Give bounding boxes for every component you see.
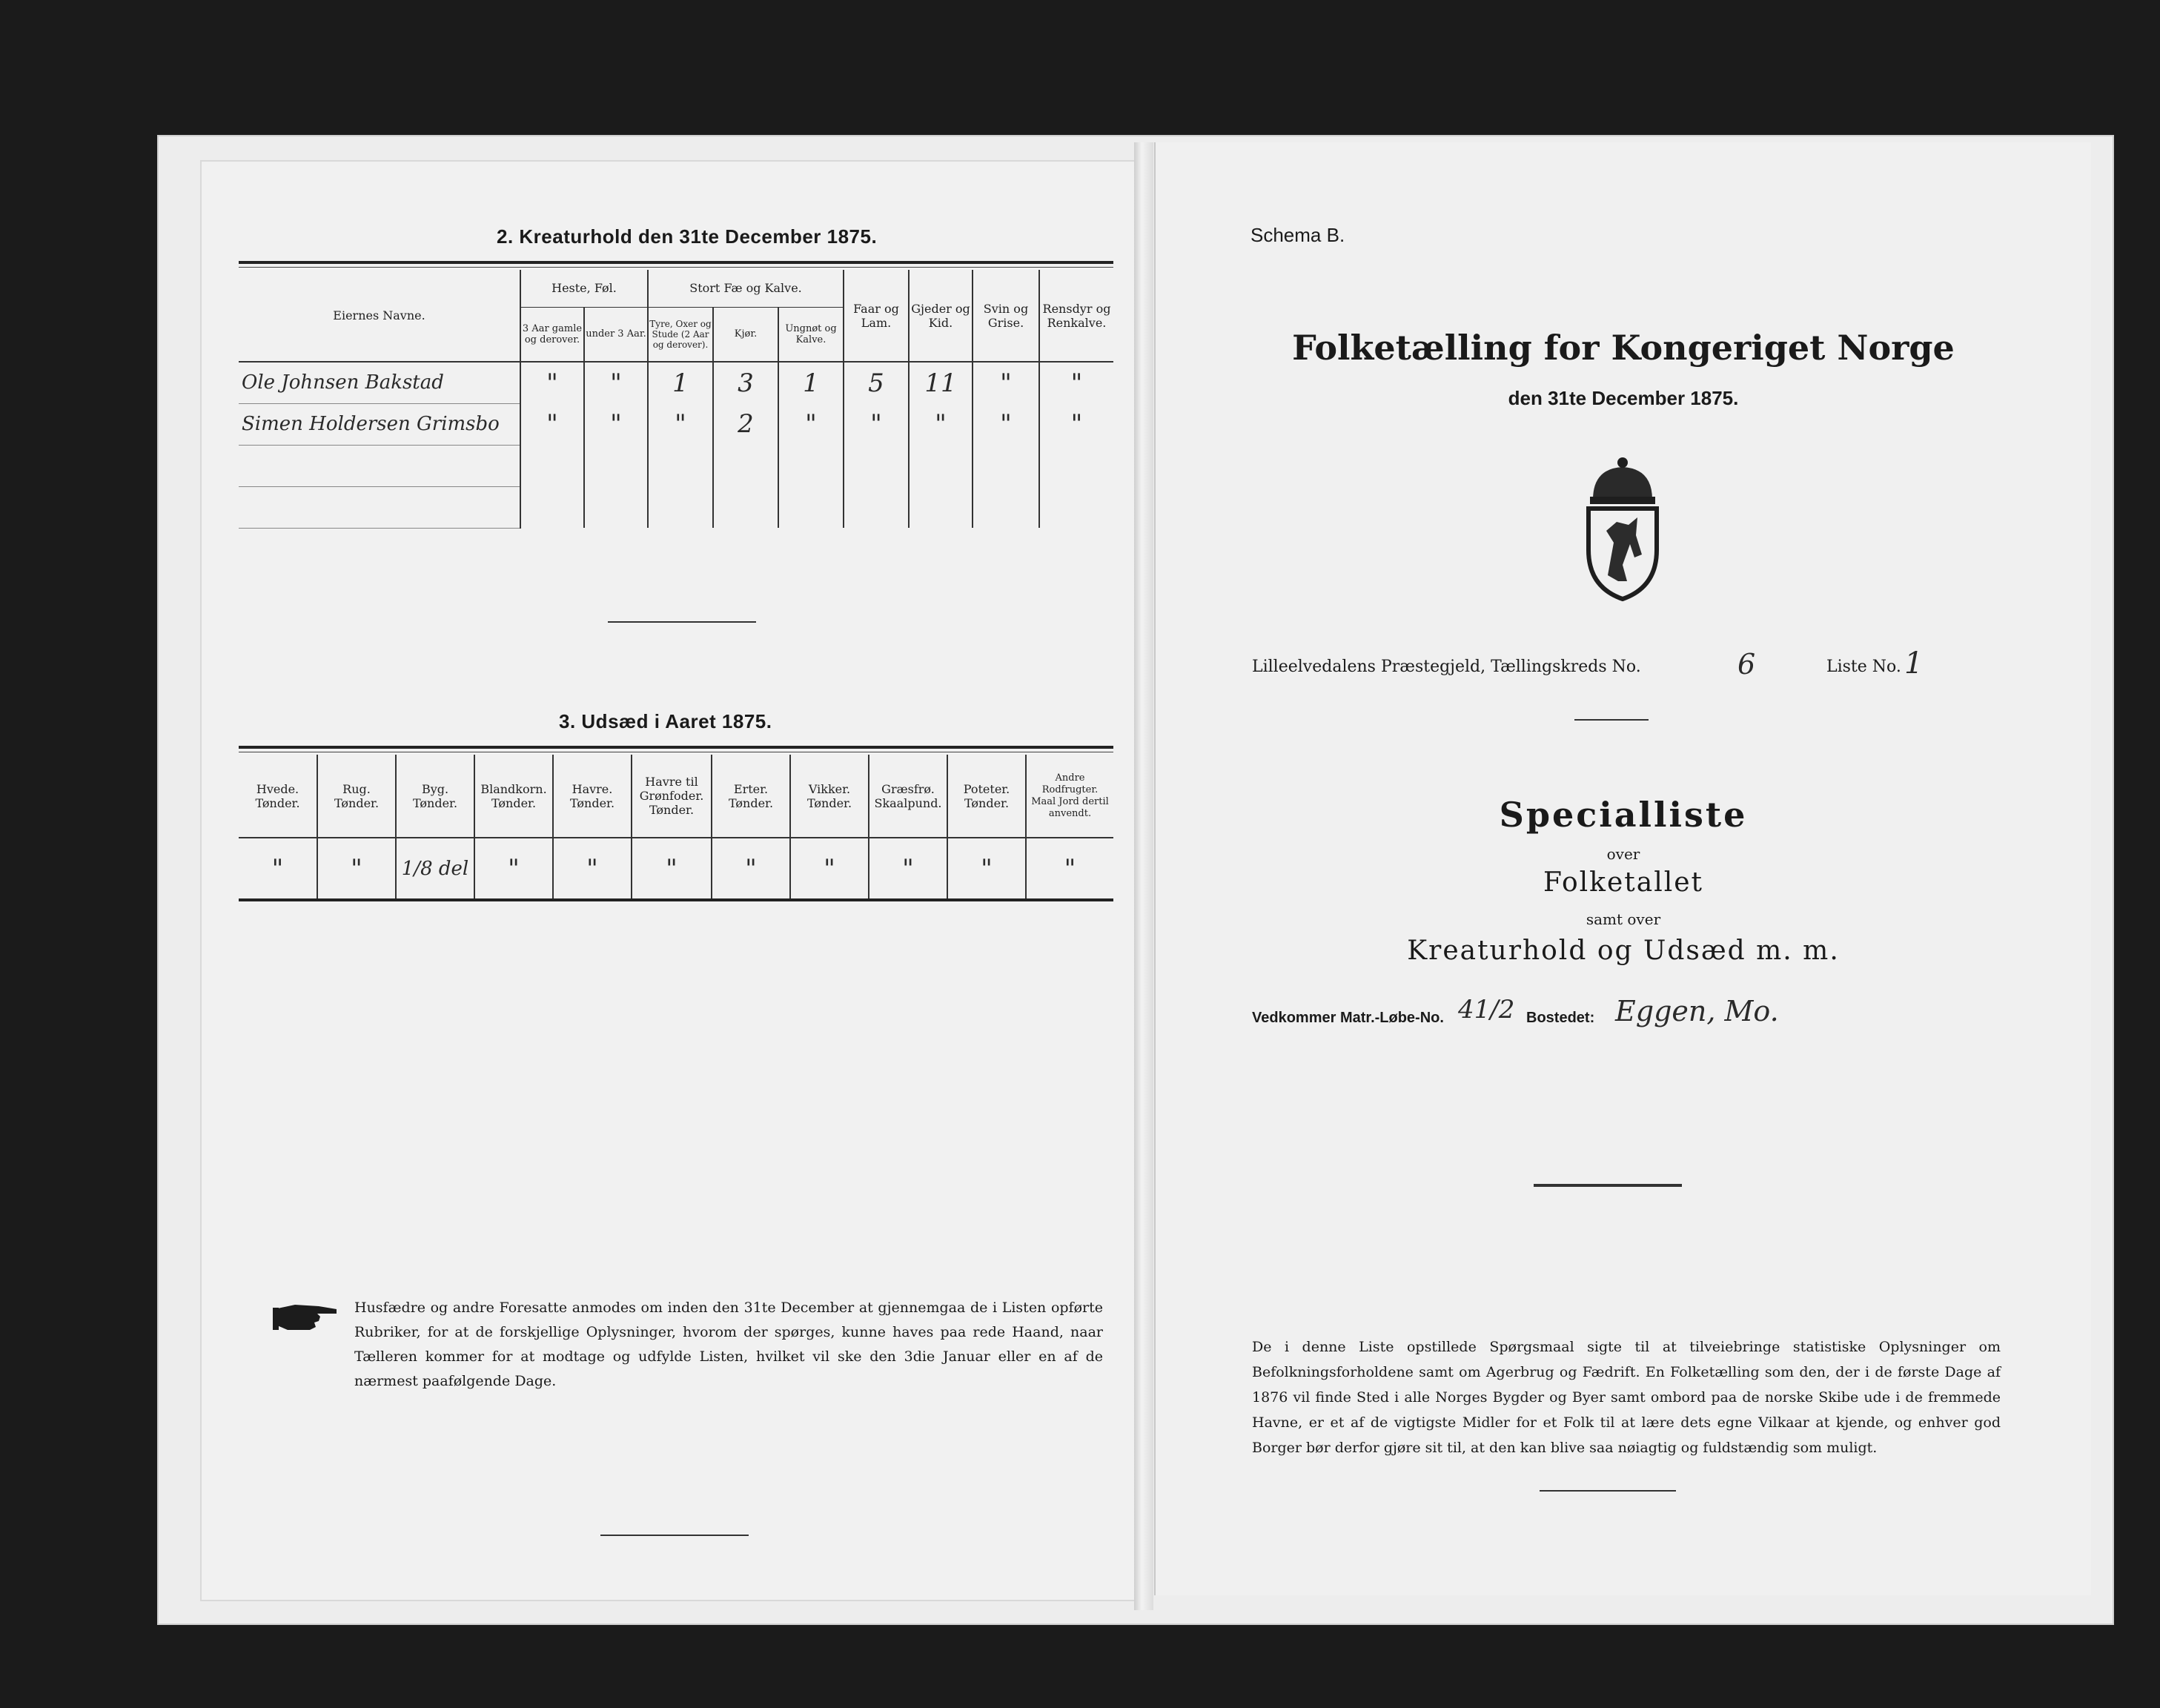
cows-header: Kjør. [713, 307, 778, 362]
bosted-value: Eggen, Mo. [1615, 995, 1779, 1027]
matr-label: Vedkommer Matr.-Løbe-No. [1252, 1010, 1444, 1026]
bulls-cell: 1 [648, 362, 713, 403]
bulls-cell: " [648, 403, 713, 445]
seed-value: " [553, 838, 632, 900]
divider-line [608, 621, 756, 623]
seed-value: " [632, 838, 712, 900]
horses-young-cell: " [584, 362, 648, 403]
seed-col-rug: Rug. Tønder. [317, 755, 396, 838]
owner-header: Eiernes Navne. [239, 270, 520, 362]
census-date: den 31te December 1875. [1508, 387, 1739, 409]
livestock-top-rule [239, 261, 1113, 264]
cattle-group-header: Stort Fæ og Kalve. [648, 270, 844, 307]
samt-over-text: samt over [1586, 910, 1661, 928]
over-text: over [1606, 845, 1640, 863]
livestock-top-rule-2 [239, 267, 1113, 268]
seed-col-graesfro: Græsfrø. Skaalpund. [869, 755, 947, 838]
seed-col-byg: Byg. Tønder. [396, 755, 474, 838]
cows-cell: 3 [713, 362, 778, 403]
sheep-header: Faar og Lam. [844, 270, 909, 362]
schema-label: Schema B. [1250, 224, 1345, 246]
pointing-hand-icon [273, 1299, 339, 1334]
pigs-header: Svin og Grise. [973, 270, 1039, 362]
table-row [239, 362, 1113, 403]
calves-cell: " [778, 403, 844, 445]
horses-group-header: Heste, Føl. [520, 270, 648, 307]
seed-value: " [790, 838, 869, 900]
horses-young-cell: " [584, 403, 648, 445]
kreaturhold-heading: Kreaturhold og Udsæd m. m. [1407, 936, 1840, 966]
seed-value: " [1026, 838, 1113, 900]
document-sheet [157, 135, 2114, 1625]
horses-young-header: under 3 Aar. [584, 307, 648, 362]
matr-value: 41/2 [1458, 995, 1515, 1025]
book-gutter [1134, 142, 1153, 1610]
seed-value: " [869, 838, 947, 900]
owner-cell: Simen Holdersen Grimsbo [239, 403, 520, 445]
seed-value: " [317, 838, 396, 900]
table-row [239, 445, 1113, 486]
parish-label: Lilleelvedalens Præstegjeld, Tællingskreds No. [1252, 658, 1641, 676]
seed-col-vikker: Vikker. Tønder. [790, 755, 869, 838]
parish-number: 6 [1737, 648, 1756, 681]
specialliste-heading: Specialliste [1499, 795, 1748, 835]
bottom-divider-line [600, 1535, 749, 1536]
seed-col-erter: Erter. Tønder. [712, 755, 790, 838]
sheep-cell: 5 [844, 362, 909, 403]
pigs-cell: " [973, 362, 1039, 403]
owner-cell: Ole Johnsen Bakstad [239, 362, 520, 403]
seed-col-havre: Havre. Tønder. [553, 755, 632, 838]
seed-top-rule [239, 746, 1113, 749]
seed-col-poteter: Poteter. Tønder. [947, 755, 1026, 838]
seed-title: 3. Udsæd i Aaret 1875. [559, 710, 772, 732]
seed-value: " [474, 838, 553, 900]
table-row [239, 486, 1113, 528]
list-number: 1 [1904, 646, 1924, 681]
seed-col-hvede: Hvede. Tønder. [239, 755, 317, 838]
goats-cell: " [909, 403, 973, 445]
list-label: Liste No. [1826, 658, 1901, 676]
horses-old-cell: " [520, 362, 584, 403]
calves-header: Ungnøt og Kalve. [778, 307, 844, 362]
seed-value: " [239, 838, 317, 900]
right-page [1154, 142, 2091, 1595]
footer-text: De i denne Liste opstillede Spørgsmaal sigte til at tilveiebringe statistiske Oplysninger om Befolkningsforholdene samt om Agerbrug og Fædrift. En Folketælling som den, der i de første Dage af 1876 vil finde Sted i alle Norges Bygder og Byer samt ombord paa de norske Skibe ude i de fremmede Havne, er et af de vigtigste Midler for et Folk til at lære dets egne Vilkaar at kjende, og enhver god Borger bør derfor gjøre sit til, at den kan blive saa nøiagtig og fuldstændig som muligt. [1252, 1339, 2001, 1456]
folketallet-heading: Folketallet [1543, 867, 1704, 898]
divider-line [1534, 1184, 1682, 1187]
goats-cell: 11 [909, 362, 973, 403]
left-page [200, 160, 1136, 1601]
seed-table [239, 755, 1113, 901]
table-row [239, 403, 1113, 445]
seed-col-havre-gronfoder: Havre til Grønfoder. Tønder. [632, 755, 712, 838]
divider-line [1574, 719, 1649, 721]
pigs-cell: " [973, 403, 1039, 445]
seed-value: 1/8 del [396, 838, 474, 900]
livestock-title: 2. Kreaturhold den 31te December 1875. [497, 225, 878, 248]
sheep-cell: " [844, 403, 909, 445]
bottom-divider-line [1540, 1490, 1676, 1492]
table-row [239, 838, 1113, 900]
main-title: Folketælling for Kongeriget Norge [1292, 328, 1955, 368]
horses-old-cell: " [520, 403, 584, 445]
notice-text: Husfædre og andre Foresatte anmodes om inden den 31te December at gjennemgaa de i Listen opførte Rubriker, for at de forskjellige Oplysninger, hvorom der spørges, kunne haves paa rede Haand, naar Tælleren kommer for at modtage og udfylde Listen, hvilket vil ske den 3die Januar eller en af de nærmest paafølgende Dage. [354, 1300, 1103, 1389]
horses-old-header: 3 Aar gamle og derover. [520, 307, 584, 362]
seed-value: " [947, 838, 1026, 900]
coat-of-arms-icon [1571, 454, 1674, 602]
reindeer-cell: " [1039, 403, 1113, 445]
seed-col-rodfrugter: Andre Rodfrugter. Maal Jord dertil anvendt. [1026, 755, 1113, 838]
bosted-label: Bostedet: [1526, 1010, 1595, 1026]
seed-col-blandkorn: Blandkorn. Tønder. [474, 755, 553, 838]
livestock-table [239, 270, 1113, 529]
cows-cell: 2 [713, 403, 778, 445]
reindeer-cell: " [1039, 362, 1113, 403]
calves-cell: 1 [778, 362, 844, 403]
goats-header: Gjeder og Kid. [909, 270, 973, 362]
reindeer-header: Rensdyr og Renkalve. [1039, 270, 1113, 362]
seed-value: " [712, 838, 790, 900]
bulls-header: Tyre, Oxer og Stude (2 Aar og derover). [648, 307, 713, 362]
